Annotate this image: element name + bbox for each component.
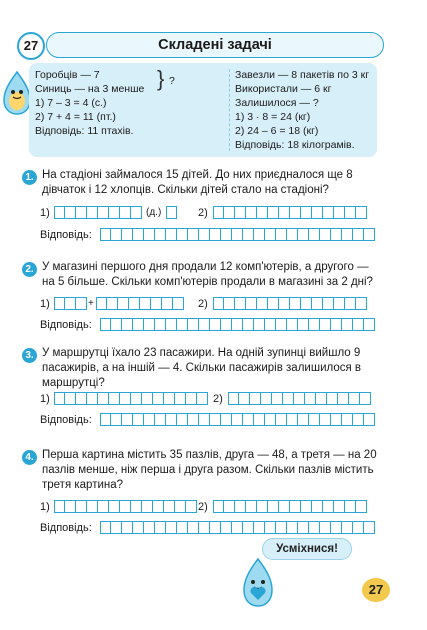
- example-brace-question: ?: [169, 75, 175, 87]
- task2-step1-label: 1): [40, 298, 50, 310]
- task2-plus-sign: +: [88, 298, 94, 309]
- task3-answer-boxes[interactable]: [100, 413, 375, 427]
- task-text-2: У магазині першого дня продали 12 комп'ютерів, а другого — на 5 більше. Скільки комп'ютерів продали в магазині за 2 дні?: [42, 261, 373, 288]
- task3-step1-label: 1): [40, 393, 50, 405]
- task1-step1-boxes[interactable]: [54, 206, 142, 220]
- brace-icon: }: [157, 66, 165, 91]
- task4-answer-label: Відповідь:: [40, 522, 92, 534]
- example-left-line-5: Відповідь: 11 птахів.: [35, 125, 134, 137]
- smile-speech-bubble: Усміхнися!: [262, 538, 352, 560]
- example-right-line-6: Відповідь: 18 кілограмів.: [235, 139, 355, 151]
- task4-step2-boxes[interactable]: [213, 500, 367, 514]
- example-right-line-4: 1) 3 · 8 = 24 (кг): [235, 111, 311, 123]
- task2-step2-label: 2): [198, 298, 208, 310]
- page-number-badge: 27: [362, 578, 390, 602]
- task4-step2-label: 2): [198, 501, 208, 513]
- task-number-4: 4.: [22, 450, 37, 465]
- example-left-line-1: Горобців — 7: [35, 69, 100, 81]
- task1-unit-label: (д.): [146, 207, 162, 218]
- example-box: [29, 63, 377, 157]
- task4-step1-boxes[interactable]: [54, 500, 197, 514]
- task-number-2: 2.: [22, 262, 37, 277]
- task1-step1-boxes-b[interactable]: [166, 206, 177, 220]
- task1-answer-label: Відповідь:: [40, 229, 92, 241]
- task2-step1-boxes-b[interactable]: [96, 297, 184, 311]
- task3-step2-boxes[interactable]: [228, 392, 371, 406]
- example-right-line-2: Використали — 6 кг: [235, 83, 332, 95]
- example-right-line-5: 2) 24 – 6 = 18 (кг): [235, 125, 319, 137]
- example-left-line-2: Синиць — на 3 менше: [35, 83, 145, 95]
- task-number-1: 1.: [22, 170, 37, 185]
- lesson-number-badge: 27: [17, 32, 45, 60]
- task3-step2-label: 2): [213, 393, 223, 405]
- example-left-line-3: 1) 7 – 3 = 4 (с.): [35, 97, 107, 109]
- task2-answer-label: Відповідь:: [40, 319, 92, 331]
- example-right-line-1: Завезли — 8 пакетів по 3 кг: [235, 69, 370, 81]
- task3-answer-label: Відповідь:: [40, 414, 92, 426]
- task1-step2-label: 2): [198, 207, 208, 219]
- example-left-line-4: 2) 7 + 4 = 11 (пт.): [35, 111, 116, 123]
- task3-step1-boxes[interactable]: [54, 392, 208, 406]
- task1-step2-boxes[interactable]: [213, 206, 367, 220]
- task-number-3: 3.: [22, 348, 37, 363]
- example-right-line-3: Залишилося — ?: [235, 97, 319, 109]
- page-title: Складені задачі: [46, 32, 384, 58]
- task4-step1-label: 1): [40, 501, 50, 513]
- task-text-3: У маршрутці їхало 23 пасажири. На одній зупинці вийшло 9 пасажирів, а на іншій — 4. Скільки пасажирів залишилося в маршрутці?: [42, 347, 362, 389]
- task-text-1: На стадіоні займалося 15 дітей. До них приєдналося ще 8 дівчаток і 12 хлопців. Скільки дітей стало на стадіоні?: [42, 169, 353, 196]
- mascot-drop-heart-icon: [238, 556, 278, 610]
- task2-step1-boxes-a[interactable]: [54, 297, 87, 311]
- task2-step2-boxes[interactable]: [213, 297, 367, 311]
- task1-answer-boxes[interactable]: [100, 228, 375, 242]
- task-text-4: Перша картина містить 35 пазлів, друга — 48, а третя — на 20 пазлів менше, ніж перша і друга разом. Скільки пазлів містить третя картина?: [42, 449, 377, 491]
- task2-answer-boxes[interactable]: [100, 318, 375, 332]
- task1-step1-label: 1): [40, 207, 50, 219]
- task4-answer-boxes[interactable]: [100, 521, 375, 535]
- example-divider: [229, 69, 230, 151]
